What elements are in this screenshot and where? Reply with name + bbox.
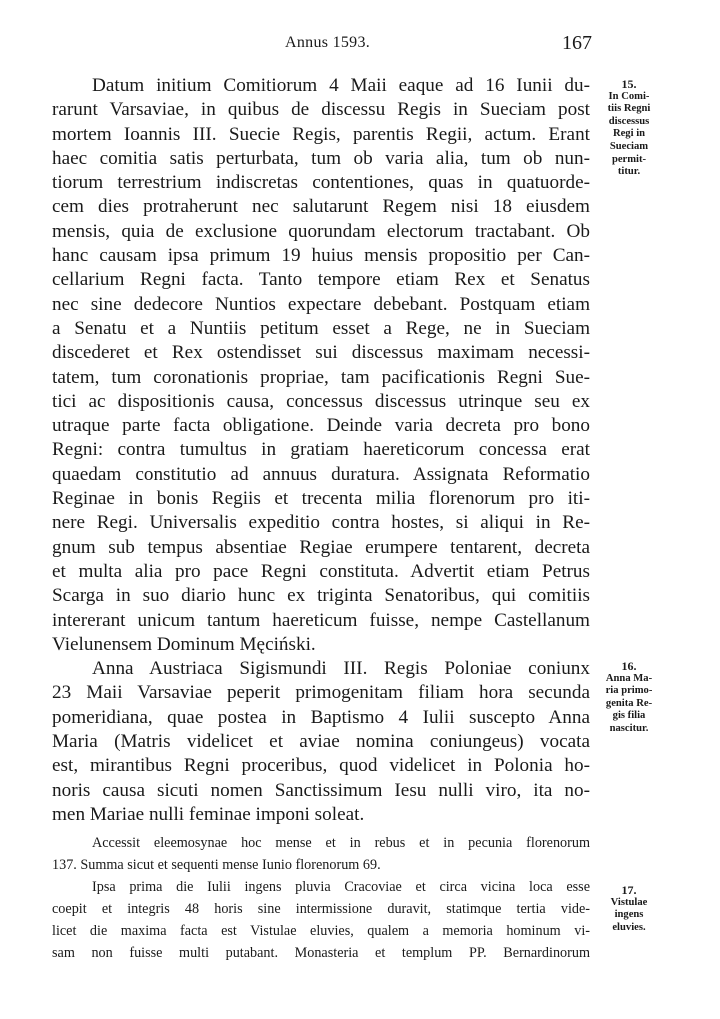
margin-note-line: Sueciam: [609, 140, 649, 152]
margin-note-line: discessus: [608, 115, 650, 127]
text-line: men Mariae nulli feminae imponi soleat.: [52, 803, 365, 825]
text-line: utraque parte facta obligatione. Deinde varia decreta pro bono: [52, 415, 590, 437]
small-text-line: Accessit eleemosynae hoc mense et in rebus et in pecunia florenorum: [92, 835, 590, 851]
margin-note-line: gis filia: [612, 710, 646, 722]
text-line: mortem Ioannis III. Suecie Regis, parentis Regii, actum. Erant: [52, 123, 590, 145]
margin-note-line: eluvies.: [612, 921, 646, 933]
text-line: hanc causam ipsa primum 19 huius mensis propositio per Can-: [52, 245, 590, 267]
margin-note-line: nascitur.: [609, 722, 649, 734]
margin-note-number: 16.: [621, 659, 637, 673]
text-line: Vielunensem Dominum Męciński.: [52, 633, 316, 655]
margin-note-line: permit-: [611, 153, 647, 165]
small-text-line: Ipsa prima die Iulii ingens pluvia Cracoviae et circa vicina loca esse: [92, 879, 590, 895]
small-text-line: sam non fuisse multi putabant. Monasteria et templum PP. Bernardinorum: [52, 945, 590, 961]
text-line: Datum initium Comitiorum 4 Maii eaque ad 16 Iunii du-: [92, 75, 590, 96]
page-number: 167: [562, 32, 592, 54]
text-line: haec comitia satis perturbata, tum ob varia alia, tum ob nun-: [52, 147, 590, 169]
text-line: nere Regi. Universalis expeditio contra hostes, si aliqui in Re-: [52, 512, 590, 534]
text-line: Regni: contra tumultus in gratiam haereticorum concessa erat: [52, 439, 590, 461]
text-line: Reginae in bonis Regiis et trecenta milia florenorum pro iti-: [52, 488, 590, 510]
text-line: discederet et Rex ostendisset sui discessus maximam necessi-: [52, 342, 590, 364]
text-line: rarunt Varsaviae, in quibus de discessu Regis in Sueciam post: [52, 99, 590, 121]
margin-note-16: [594, 660, 664, 736]
margin-note-line: ingens: [614, 909, 644, 921]
margin-note-line: Vistulae: [610, 896, 648, 908]
margin-note-17: [594, 884, 664, 934]
text-line: intererant unicum tantum haereticum fuisse, nempe Castellanum: [52, 609, 590, 631]
paragraph-2: [52, 657, 590, 827]
text-line: noris causa sicuti nomen Sanctissimum Iesu nulli viro, ita no-: [52, 779, 590, 801]
text-line: a Senatu et a Nuntiis petitum esset a Rege, ne in Sueciam: [52, 317, 590, 339]
margin-note-line: genita Re-: [605, 697, 653, 709]
text-line: tatem, tum coronationis propriae, tam pacificationis Regni Sue-: [52, 366, 590, 388]
text-line: tici ac dispositionis causa, concessus discessus utrinque seu ex: [52, 390, 590, 412]
paragraph-1: [52, 74, 590, 657]
margin-note-number: 17.: [621, 883, 637, 897]
margin-note-line: titur.: [617, 166, 641, 178]
text-line: gnum sub tempus absentiae Regiae erumpere tentarent, decreta: [52, 536, 590, 558]
text-line: et multa alia pro pace Regni constituta. Advertit etiam Petrus: [52, 560, 590, 582]
text-line: Anna Austriaca Sigismundi III. Regis Poloniae coniunx: [92, 658, 590, 680]
small-paragraph-1: [52, 832, 590, 876]
margin-note-line: ria primo-: [605, 685, 653, 697]
text-line: pomeridiana, quae postea in Baptismo 4 Iulii suscepto Anna: [52, 706, 590, 728]
text-line: mensis, quia de exclusione quorundam electorum tractabant. Ob: [52, 220, 590, 242]
margin-note-number: 15.: [621, 77, 637, 91]
margin-note-line: In Comi-: [608, 90, 650, 102]
text-line: Scarga in suo diario hunc ex triginta Senatoribus, qui comitiis: [52, 585, 590, 607]
small-text-line: licet die maxima facta est Vistulae eluvies, qualem a memoria hominum vi-: [52, 923, 590, 939]
text-line: tiorum terrestrium indiscretas contentiones, quas in quatuorde-: [52, 172, 590, 194]
header-title: Annus 1593.: [285, 34, 371, 51]
running-header: [0, 34, 720, 58]
text-line: nec sine dedecore Nuntios expectare debebant. Postquam etiam: [52, 293, 590, 315]
text-line: 23 Maii Varsaviae peperit primogenitam filiam hora secunda: [52, 682, 590, 704]
text-line: est, mirantibus Regni proceribus, quod videlicet in Polonia ho-: [52, 755, 590, 777]
margin-note-line: Anna Ma-: [605, 672, 653, 684]
small-text-line: coepit et integris 48 horis sine intermissione duravit, statimque tertia vide-: [52, 901, 590, 917]
small-paragraph-2: [52, 876, 590, 964]
margin-note-line: tiis Regni: [607, 103, 651, 115]
small-text-line: 137. Summa sicut et sequenti mense Iunio florenorum 69.: [52, 857, 381, 873]
text-line: cellarium Regni facta. Tanto tempore etiam Rex et Senatus: [52, 269, 590, 291]
text-line: quaedam constitutio ad annuus duratura. Assignata Reformatio: [52, 463, 590, 485]
text-line: cem dies protraherunt nec salutarunt Regem nisi 18 eiusdem: [52, 196, 590, 218]
margin-note-line: Regi in: [612, 128, 646, 140]
margin-note-15: [594, 78, 664, 179]
main-text: [52, 74, 590, 827]
text-line: Maria (Matris videlicet et aviae nomina coniungeus) vocata: [52, 731, 590, 753]
